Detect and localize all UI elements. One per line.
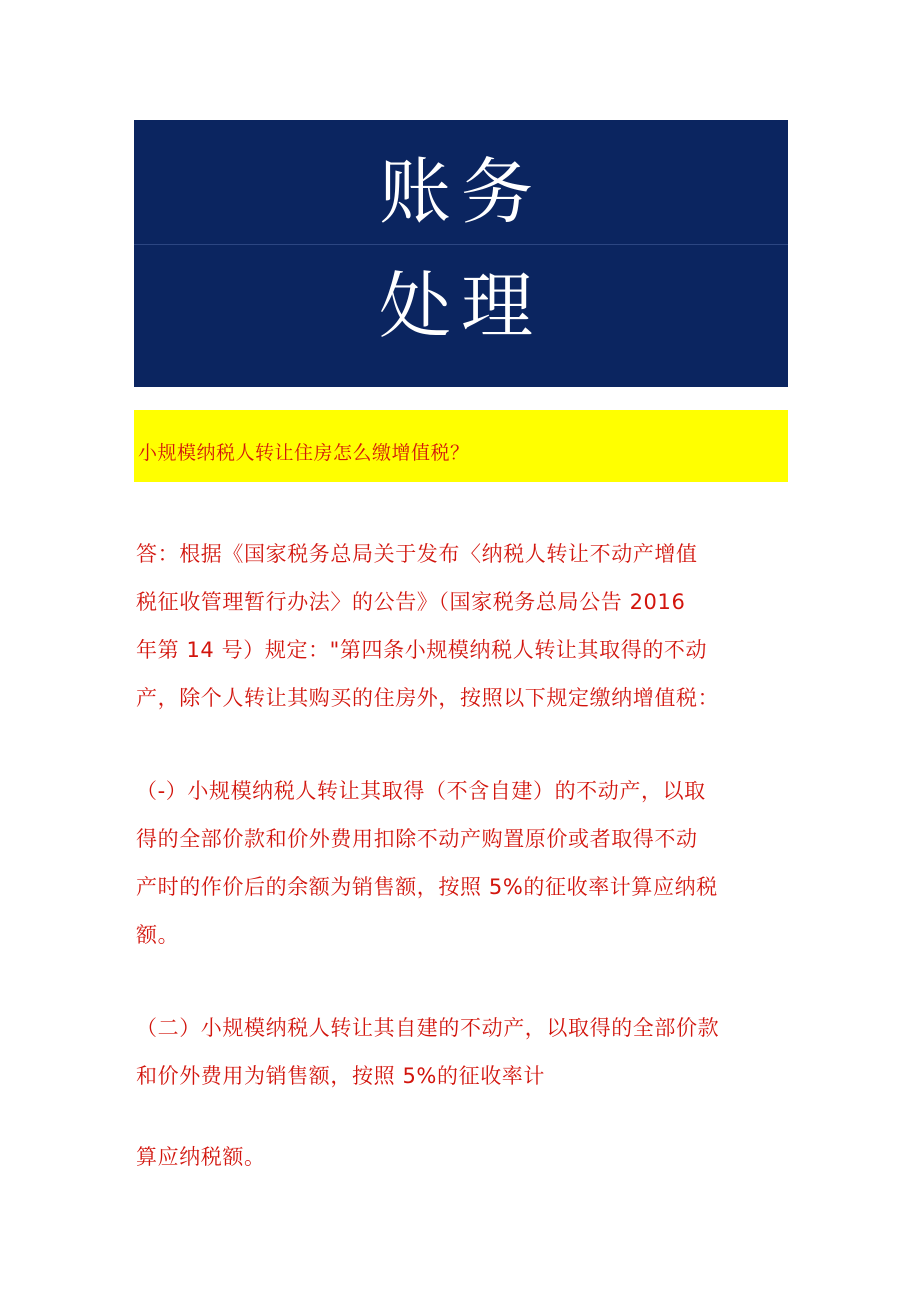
answer-line: （-）小规模纳税人转让其取得（不含自建）的不动产，以取 — [136, 779, 706, 803]
banner-title-line-1: 账务 — [378, 150, 543, 234]
banner-title-line-2: 处理 — [378, 264, 543, 348]
answer-line: 年第 14 号）规定："第四条小规模纳税人转让其取得的不动 — [136, 638, 708, 662]
question-text: 小规模纳税人转让住房怎么缴增值税？ — [138, 442, 470, 464]
answer-line: 算应纳税额。 — [136, 1145, 266, 1169]
answer-line: 和价外费用为销售额，按照 5%的征收率计 — [136, 1064, 545, 1088]
answer-line: 得的全部价款和价外费用扣除不动产购置原价或者取得不动 — [136, 827, 698, 851]
answer-paragraph-2 — [136, 767, 796, 959]
answer-paragraph-3 — [136, 1004, 796, 1100]
question-highlight-box — [134, 410, 788, 482]
answer-line: 答：根据《国家税务总局关于发布〈纳税人转让不动产增值 — [136, 542, 698, 566]
answer-line: 额。 — [136, 923, 180, 947]
banner-divider — [134, 244, 788, 245]
answer-line: 产时的作价后的余额为销售额，按照 5%的征收率计算应纳税 — [136, 875, 718, 899]
answer-line: 产，除个人转让其购买的住房外，按照以下规定缴纳增值税： — [136, 686, 720, 710]
answer-paragraph-1 — [136, 530, 796, 722]
answer-paragraph-4 — [136, 1133, 796, 1181]
answer-line: 税征收管理暂行办法〉的公告》（国家税务总局公告 2016 — [136, 590, 686, 614]
title-banner — [134, 120, 788, 387]
answer-line: （二）小规模纳税人转让其自建的不动产，以取得的全部价款 — [136, 1016, 720, 1040]
